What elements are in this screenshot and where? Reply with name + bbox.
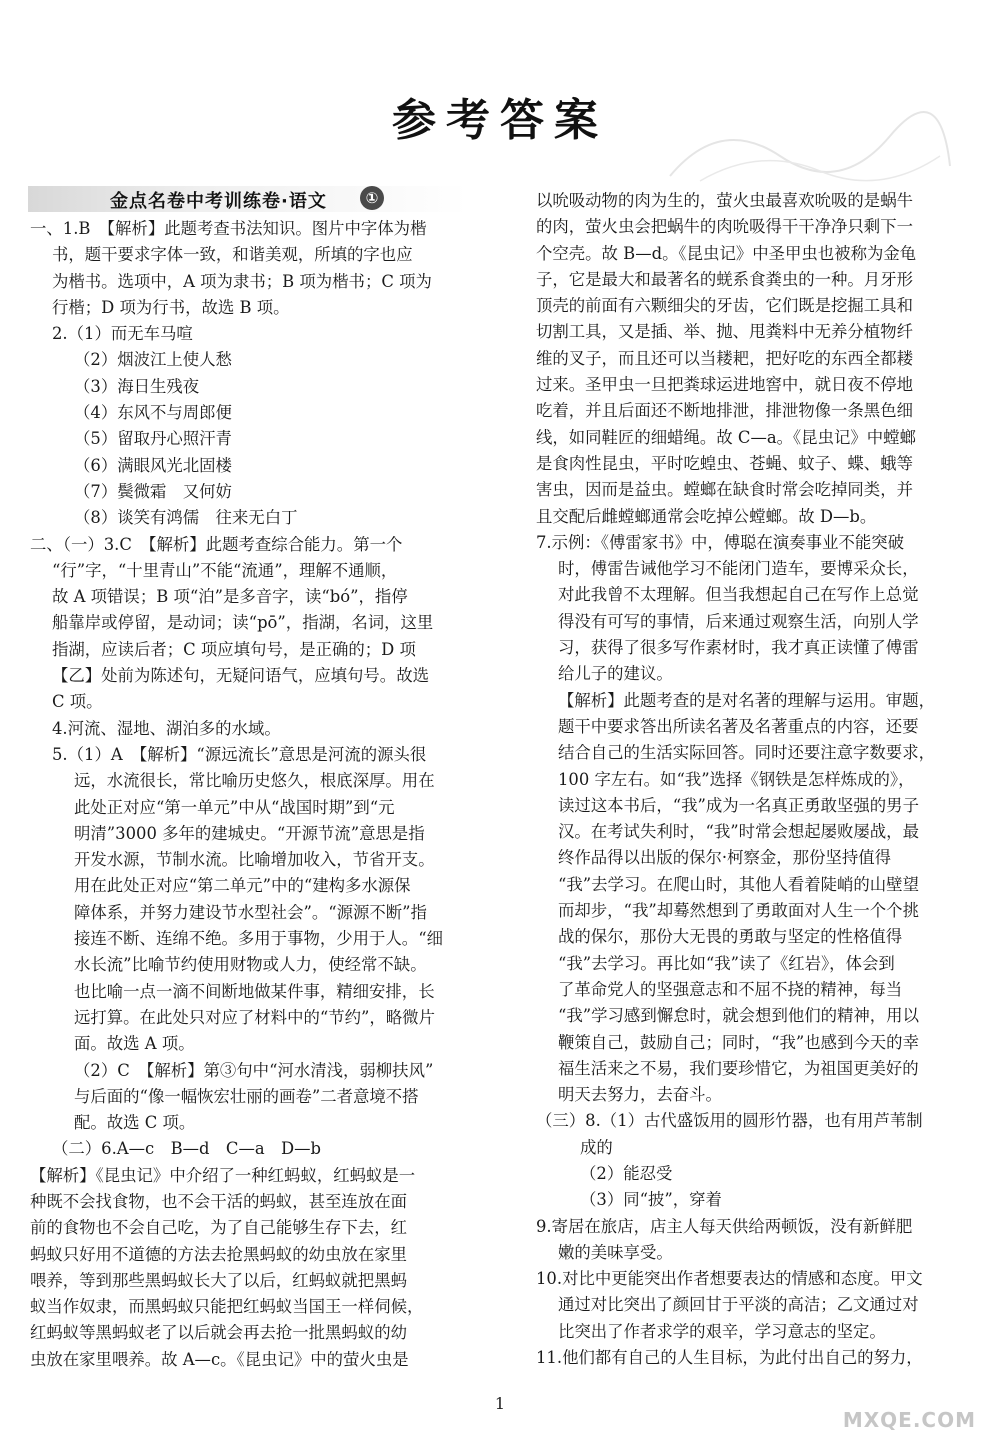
text-line: 吃着，并且后面还不断地排泄，排泄物像一条黑色细 [536,401,913,421]
text-line: 远，水流很长，常比喻历史悠久，根底深厚。用在 [74,771,435,791]
text-line: 此处正对应“第一单元”中从“战国时期”到“元 [74,797,395,817]
text-line: 红蚂蚁等黑蚂蚁老了以后就会再去抢一批黑蚂蚁的幼 [30,1323,407,1343]
text-line: 【乙】处前为陈述句，无疑问语气，应填句号。故选 [52,666,429,686]
text-line: 前的食物也不会自己吃，为了自己能够生存下去，红 [30,1218,407,1238]
watermark-text: MXQE.COM [842,1408,976,1432]
text-line: （5）留取丹心照汗青 [74,429,232,449]
page-title: 参考答案 [392,95,608,146]
text-line: 障体系，并努力建设节水型社会”。“源源不断”指 [74,902,427,922]
text-line: 蚁当作奴隶，而黑蚂蚁只能把红蚂蚁当国王一样伺候， [30,1297,424,1317]
text-line: 维的叉子，而且还可以当耧耙，把好吃的东西全都耧 [536,348,913,368]
banner-number-badge: ① [360,186,384,210]
text-line: 2.（1）而无车马喧 [52,324,193,344]
text-line: 水长流”比喻节约使用财物或人力，使经常不缺。 [74,955,427,975]
text-line: 害虫，因而是益虫。螳螂在缺食时常会吃掉同类，并 [536,480,913,500]
text-line: 顶壳的前面有六颗细尖的牙齿，它们既是挖掘工具和 [536,296,913,316]
text-line: 也比喻一点一滴不间断地做某件事，精细安排，长 [74,981,435,1001]
text-line: 个空壳。故 B—d。《昆虫记》中圣甲虫也被称为金龟 [536,243,917,263]
text-line: 接连不断、连绵不绝。多用于事物，少用于人。“细 [74,929,443,949]
text-line: 为楷书。选项中，A 项为隶书；B 项为楷书；C 项为 [52,271,432,291]
text-line: 比突出了作者求学的艰辛，学习意志的坚定。 [558,1321,886,1341]
text-line: （二）6.A—c B—d C—a D—b [52,1139,322,1159]
text-line: 11.他们都有自己的人生目标，为此付出自己的努力， [536,1348,923,1368]
text-line: 切割工具，又是插、举、抛、甩粪料中无养分植物纤 [536,322,913,342]
text-line: 一、1.B 【解析】此题考查书法知识。图片中字体为楷 [30,219,427,238]
text-line: 故 A 项错误；B 项“泊”是多音字，读“bó”，指停 [52,587,408,607]
left-column [30,216,470,1373]
text-line: 7.示例：《傅雷家书》中，傅聪在演奏事业不能突破 [536,532,905,552]
text-line: 明天去努力，去奋斗。 [558,1085,722,1105]
text-line: 了革命党人的坚强意志和不屈不挠的精神，每当 [558,979,903,999]
text-line: “行”字，“十里青山”不能“流通”，理解不通顺， [52,560,398,580]
text-line: 以吮吸动物的肉为生的，萤火虫最喜欢吮吸的是蜗牛 [536,191,913,210]
text-line: 过来。圣甲虫一旦把粪球运进地窖中，就日夜不停地 [536,375,913,395]
text-line: （2）C 【解析】第③句中“河水清浅，弱柳扶风” [74,1060,434,1080]
text-line: 结合自己的生活实际回答。同时还要注意字数要求， [558,743,935,763]
text-line: 对此我曾不太理解。但当我想起自己在写作上总觉 [558,585,919,605]
text-line: 且交配后雌螳螂通常会吃掉公螳螂。故 D—b。 [536,506,877,526]
text-line: 线，如同鞋匠的细蜡绳。故 C—a。《昆虫记》中螳螂 [536,427,916,447]
text-line: 【解析】《昆虫记》中介绍了一种红蚂蚁，红蚂蚁是一 [30,1165,416,1185]
banner-title: 金点名卷中考训练卷·语文 [110,191,327,212]
text-line: 读过这本书后，“我”成为一名真正勇敢坚强的男子 [558,795,919,815]
text-line: 成的 [580,1137,613,1157]
text-line: 嫩的美味享受。 [558,1242,673,1262]
text-line: 用在此处正对应“第二单元”中的“建构多水源保 [74,876,411,896]
text-line: 蚂蚁只好用不道德的方法去抢黑蚂蚁的幼虫放在家里 [30,1244,407,1264]
text-line: 行楷；D 项为行书，故选 B 项。 [52,297,290,317]
text-line: C 项。 [52,692,103,712]
text-line: （三）8.（1）古代盛饭用的圆形竹器，也有用芦苇制 [536,1111,923,1131]
text-line: 种既不会找食物，也不会干活的蚂蚁，甚至连放在面 [30,1191,407,1211]
page-number: 1 [494,1394,506,1413]
text-line: 二、（一）3.C 【解析】此题考查综合能力。第一个 [30,534,403,554]
text-line: 面。故选 A 项。 [74,1034,195,1054]
text-line: 4.河流、湿地、湖泊多的水域。 [52,718,281,738]
text-line: 船靠岸或停留，是动词；读“pō”，指湖，名词，这里 [52,613,434,633]
text-line: 远打算。在此处只对应了材料中的“节约”，略微片 [74,1007,435,1027]
right-column [536,188,974,1371]
text-line: “我”去学习。再比如“我”读了《红岩》，体会到 [558,953,895,973]
text-line: （4）东风不与周郎便 [74,403,232,423]
text-line: 时，傅雷告诫他学习不能闭门造车，要博采众长， [558,559,919,579]
text-line: 虫放在家里喂养。故 A—c。《昆虫记》中的萤火虫是 [30,1349,409,1369]
text-line: 明清”3000 多年的建城史。“开源节流”意思是指 [74,823,425,843]
text-line: 书，题干要求字体一致，和谐美观，所填的字也应 [52,245,413,265]
text-line: （2）烟波江上使人愁 [74,350,232,370]
text-line: 通过对比突出了颜回甘于平淡的高洁；乙文通过对 [558,1295,919,1315]
text-line: 得没有可写的事情，后来通过观察生活，向别人学 [558,611,919,631]
text-line: 的肉，萤火虫会把蜗牛的肉吮吸得干干净净只剩下一 [536,217,913,237]
text-line: 汉。在考试失利时，“我”时常会想起屡败屡战，最 [558,822,919,842]
text-line: 子，它是最大和最著名的蜣系食粪虫的一种。月牙形 [536,269,913,289]
text-line: 开发水源，节制水流。比喻增加收入，节省开支。 [74,850,435,870]
text-line: （3）同“披”，穿着 [580,1190,722,1210]
text-line: 习，获得了很多写作素材时，我才真正读懂了傅雷 [558,638,919,658]
text-line: （8）谈笑有鸿儒 往来无白丁 [74,508,298,528]
text-line: “我”去学习。在爬山时，其他人看着陡峭的山壁望 [558,874,919,894]
text-line: （3）海日生残夜 [74,376,200,396]
text-line: 战的保尔，那份大无畏的勇敢与坚定的性格值得 [558,927,903,947]
text-line: “我”学习感到懈怠时，就会想到他们的精神，用以 [558,1006,919,1026]
text-line: 与后面的“像一幅恢宏壮丽的画卷”二者意境不搭 [74,1086,419,1106]
text-line: 10.对比中更能突出作者想要表达的情感和态度。甲文 [536,1269,923,1289]
text-line: （2）能忍受 [580,1163,673,1183]
text-line: 5.（1）A 【解析】“源远流长”意思是河流的源头很 [52,744,427,764]
section-banner [28,186,468,212]
text-line: 9.寄居在旅店，店主人每天供给两顿饭，没有新鲜肥 [536,1216,913,1236]
text-line: 鞭策自己，鼓励自己；同时，“我”也感到今天的幸 [558,1032,919,1052]
text-line: 是食肉性昆虫，平时吃蝗虫、苍蝇、蚊子、蝶、蛾等 [536,453,913,473]
text-line: 终作品得以出版的保尔·柯察金，那份坚持值得 [558,848,892,868]
text-line: 题干中要求答出所读名著及名著重点的内容，还要 [558,716,919,736]
text-line: 而却步，“我”却蓦然想到了勇敢面对人生一个个挑 [558,901,919,921]
text-line: 喂养，等到那些黑蚂蚁长大了以后，红蚂蚁就把黑蚂 [30,1270,407,1290]
text-line: （6）满眼风光北固楼 [74,455,232,475]
text-line: 配。故选 C 项。 [74,1113,196,1133]
decorative-background-illustration [660,96,960,186]
text-line: 【解析】此题考查的是对名著的理解与运用。审题， [558,690,935,710]
text-line: 指湖，应读后者；C 项应填句号，是正确的；D 项 [52,639,416,659]
text-line: 100 字左右。如“我”选择《钢铁是怎样炼成的》， [558,769,915,789]
text-line: （7）鬓微霜 又何妨 [74,481,232,501]
text-line: 福生活来之不易，我们要珍惜它，为祖国更美好的 [558,1058,919,1078]
text-line: 给儿子的建议。 [558,664,673,684]
